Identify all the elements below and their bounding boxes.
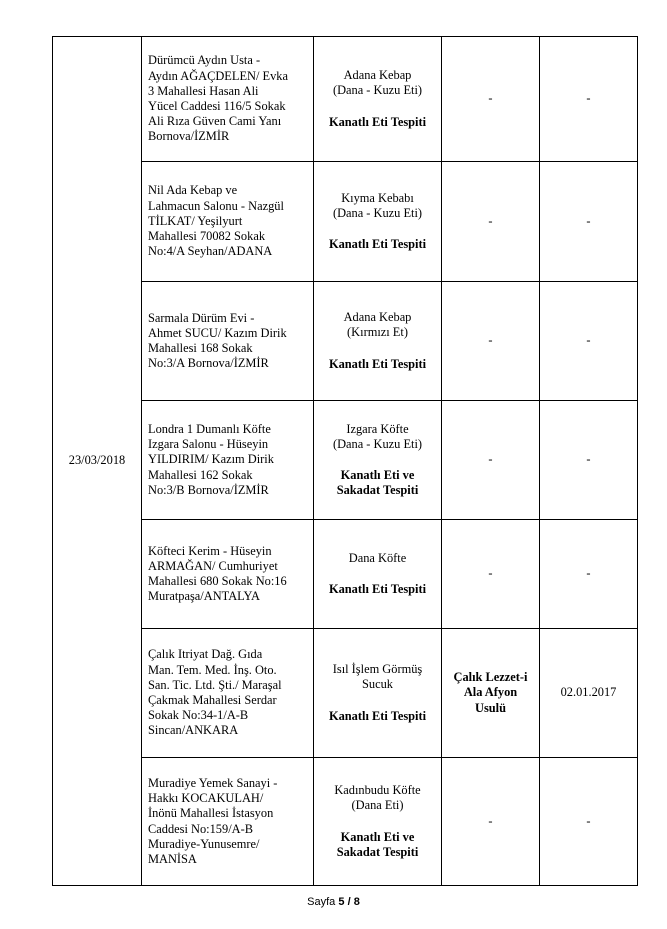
records-table-body xyxy=(53,37,638,886)
firm-line: Çakmak Mahallesi Serdar xyxy=(148,693,277,707)
firm-line: Mahallesi 168 Sokak xyxy=(148,341,253,355)
batch-cell: - xyxy=(540,282,638,401)
date-cell: 23/03/2018 xyxy=(53,37,142,886)
firm-line: Sincan/ANKARA xyxy=(148,723,239,738)
brand-cell xyxy=(442,37,540,162)
brand-line: - xyxy=(488,813,493,828)
brand-cell xyxy=(442,282,540,401)
brand-line: - xyxy=(488,333,493,348)
product-cell xyxy=(314,162,442,282)
product-line: (Dana Eti) xyxy=(351,798,404,813)
firm-line: Man. Tem. Med. İnş. Oto. xyxy=(148,662,277,677)
firm-line: Dürümcü Aydın Usta - xyxy=(148,53,261,68)
firm-line: Mahallesi 680 Sokak No:16 xyxy=(148,574,287,588)
finding xyxy=(320,115,435,130)
firm-line: Sarmala Dürüm Evi - xyxy=(148,310,255,325)
page-footer xyxy=(0,896,667,908)
firm-line: No:3/A Bornova/İZMİR xyxy=(148,356,269,371)
firm-line: YILDIRIM/ Kazım Dirik xyxy=(148,452,274,467)
firm-cell xyxy=(142,520,314,629)
product-line: Kadınbudu Köfte xyxy=(334,783,421,798)
product-cell xyxy=(314,37,442,162)
finding-line: Sakadat Tespiti xyxy=(336,483,419,498)
firm-line: MANİSA xyxy=(148,851,197,866)
finding xyxy=(320,709,435,724)
product-cell xyxy=(314,282,442,401)
firm-line: Muradiye Yemek Sanayi - xyxy=(148,775,278,790)
finding-line: Kanatlı Eti Tespiti xyxy=(328,582,427,596)
firm-line: TİLKAT/ Yeşilyurt xyxy=(148,213,243,228)
brand-cell xyxy=(442,401,540,520)
brand-line: - xyxy=(488,452,493,467)
firm-line: İnönü Mahallesi İstasyon xyxy=(148,806,274,821)
page-current: 5 xyxy=(338,896,345,908)
finding-line: Kanatlı Eti Tespiti xyxy=(328,237,427,252)
brand-cell xyxy=(442,758,540,886)
batch-cell: - xyxy=(540,162,638,282)
firm-line: Mahallesi 162 Sokak xyxy=(148,467,253,482)
firm-cell xyxy=(142,401,314,520)
table-row xyxy=(53,37,638,162)
firm-line: Ali Rıza Güven Cami Yanı xyxy=(148,114,282,129)
firm-line: Mahallesi 70082 Sokak xyxy=(148,229,266,244)
firm-line: Londra 1 Dumanlı Köfte xyxy=(148,421,271,436)
firm-line: Muratpaşa/ANTALYA xyxy=(148,589,261,604)
brand-cell xyxy=(442,162,540,282)
product-line: Sucuk xyxy=(362,677,393,692)
firm-line: Çalık Itriyat Dağ. Gıda xyxy=(148,647,263,662)
product-line: Adana Kebap xyxy=(343,68,412,83)
product-cell xyxy=(314,758,442,886)
finding xyxy=(320,468,435,498)
batch-cell: - xyxy=(540,37,638,162)
firm-line: Muradiye-Yunusemre/ xyxy=(148,836,260,851)
finding xyxy=(320,582,435,597)
product-line: (Dana - Kuzu Eti) xyxy=(332,436,423,451)
firm-line: Aydın AĞAÇDELEN/ Evka xyxy=(148,68,288,83)
firm-line: Sokak No:34-1/A-B xyxy=(148,708,249,723)
product-line: Izgara Köfte xyxy=(346,421,409,436)
page-label: Sayfa xyxy=(307,896,336,908)
finding xyxy=(320,237,435,252)
firm-line: 3 Mahallesi Hasan Ali xyxy=(148,83,259,98)
finding-line: Kanatlı Eti ve xyxy=(340,468,415,482)
finding-line: Kanatlı Eti Tespiti xyxy=(328,356,427,371)
firm-line: Nil Ada Kebap ve xyxy=(148,183,238,198)
firm-line: Hakkı KOCAKULAH/ xyxy=(148,791,264,806)
firm-line: Yücel Caddesi 116/5 Sokak xyxy=(148,99,286,113)
firm-cell xyxy=(142,162,314,282)
firm-line: Lahmacun Salonu - Nazgül xyxy=(148,198,284,213)
batch-cell: - xyxy=(540,401,638,520)
product-line: Dana Köfte xyxy=(348,550,407,565)
product-cell xyxy=(314,401,442,520)
page-separator: / xyxy=(347,896,351,908)
finding-line: Kanatlı Eti Tespiti xyxy=(328,708,427,723)
firm-line: ARMAĞAN/ Cumhuriyet xyxy=(148,558,278,573)
batch-cell: - xyxy=(540,520,638,629)
firm-line: Izgara Salonu - Hüseyin xyxy=(148,437,269,452)
brand-line: - xyxy=(488,91,493,106)
finding-line: Kanatlı Eti Tespiti xyxy=(328,114,427,129)
brand-line: - xyxy=(488,213,493,228)
product-cell xyxy=(314,520,442,629)
firm-cell xyxy=(142,629,314,758)
firm-line: Caddesi No:159/A-B xyxy=(148,821,253,836)
finding-line: Sakadat Tespiti xyxy=(336,844,419,859)
finding xyxy=(320,357,435,372)
batch-cell: 02.01.2017 xyxy=(540,629,638,758)
page-total: 8 xyxy=(353,896,360,908)
brand-cell xyxy=(442,520,540,629)
product-line: (Dana - Kuzu Eti) xyxy=(332,83,423,98)
brand-line: Çalık Lezzet-i xyxy=(453,670,528,685)
records-table xyxy=(52,36,638,886)
firm-line: Bornova/İZMİR xyxy=(148,129,230,144)
product-line: Isıl İşlem Görmüş xyxy=(332,662,423,677)
firm-line: San. Tic. Ltd. Şti./ Maraşal xyxy=(148,677,282,692)
firm-line: No:3/B Bornova/İZMİR xyxy=(148,482,269,497)
batch-cell: - xyxy=(540,758,638,886)
product-cell xyxy=(314,629,442,758)
firm-cell xyxy=(142,282,314,401)
brand-line: - xyxy=(488,566,493,581)
firm-line: Ahmet SUCU/ Kazım Dirik xyxy=(148,325,287,340)
brand-cell xyxy=(442,629,540,758)
firm-cell xyxy=(142,37,314,162)
product-line: Kıyma Kebabı xyxy=(341,190,414,205)
product-line: (Kırmızı Et) xyxy=(347,325,408,340)
brand-line: Usulü xyxy=(475,700,506,715)
finding xyxy=(320,830,435,860)
finding-line: Kanatlı Eti ve xyxy=(340,829,415,844)
firm-cell xyxy=(142,758,314,886)
firm-line: No:4/A Seyhan/ADANA xyxy=(148,244,273,259)
product-line: Adana Kebap xyxy=(343,310,412,325)
firm-line: Köfteci Kerim - Hüseyin xyxy=(148,543,272,558)
brand-line: Ala Afyon xyxy=(463,685,518,700)
product-line: (Dana - Kuzu Eti) xyxy=(332,205,423,220)
